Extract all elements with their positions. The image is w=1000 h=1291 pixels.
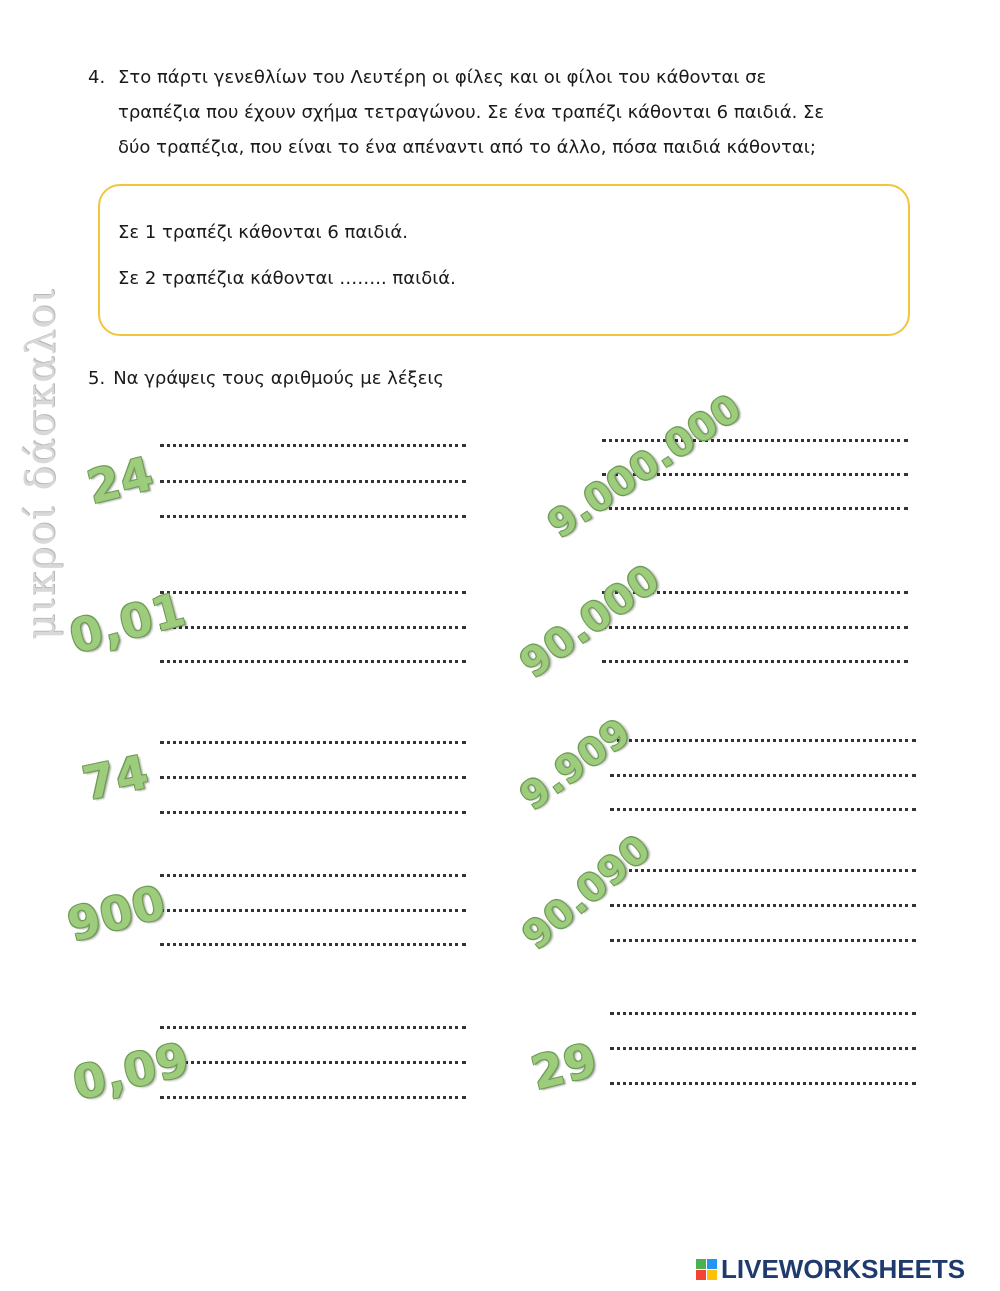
number-29: 29: [526, 1032, 604, 1101]
answer-line[interactable]: [610, 1082, 916, 1085]
number-0-09: 0,09: [68, 1031, 195, 1111]
question-4-line-1: Στο πάρτι γενεθλίων του Λευτέρη οι φίλες και οι φίλοι του κάθονται σε: [118, 67, 767, 88]
answer-line[interactable]: [160, 1026, 466, 1029]
answer-line[interactable]: [160, 943, 466, 946]
answer-line[interactable]: [610, 1012, 916, 1015]
answer-line[interactable]: [602, 660, 908, 663]
number-74: 74: [78, 744, 154, 811]
answer-line[interactable]: [160, 741, 466, 744]
answer-line[interactable]: [610, 939, 916, 942]
answer-line[interactable]: [160, 591, 466, 594]
liveworksheets-logo[interactable]: [696, 1254, 965, 1284]
answer-line[interactable]: [610, 1047, 916, 1050]
question-4-number: 4.: [88, 67, 106, 88]
answer-line[interactable]: [160, 444, 466, 447]
answer-line[interactable]: [610, 739, 916, 742]
number-90000: 90.000: [512, 555, 669, 688]
logo-text: LIVEWORKSHEETS: [721, 1253, 966, 1284]
number-24: 24: [82, 446, 160, 515]
number-9909: 9.909: [512, 709, 640, 819]
answer-line[interactable]: [610, 869, 916, 872]
answer-line[interactable]: [160, 660, 466, 663]
answer-line[interactable]: [160, 626, 466, 629]
question-4-line-3: δύο τραπέζια, που είναι το ένα απέναντι από το άλλο, πόσα παιδιά κάθονται;: [118, 137, 816, 158]
answer-line[interactable]: [160, 874, 466, 877]
answer-line[interactable]: [160, 515, 466, 518]
question-5: [88, 368, 444, 389]
answer-line[interactable]: [160, 776, 466, 779]
answer-line-2: Σε 2 τραπέζια κάθονται …….. παιδιά.: [118, 268, 456, 289]
answer-line[interactable]: [610, 774, 916, 777]
answer-line[interactable]: [610, 808, 916, 811]
answer-line[interactable]: [610, 904, 916, 907]
number-0-01: 0,01: [64, 581, 192, 665]
answer-line-1: Σε 1 τραπέζι κάθονται 6 παιδιά.: [118, 222, 409, 243]
question-5-number: 5.: [88, 368, 106, 389]
watermark-text: μικροί δάσκαλοι: [18, 286, 64, 640]
answer-line[interactable]: [602, 626, 908, 629]
answer-line[interactable]: [160, 480, 466, 483]
logo-squares-icon: [696, 1259, 717, 1280]
answer-line[interactable]: [160, 909, 466, 912]
answer-line[interactable]: [160, 1061, 466, 1064]
answer-box: [98, 184, 910, 336]
number-90090: 90.090: [514, 825, 660, 958]
answer-line[interactable]: [602, 507, 908, 510]
number-9000000: 9.000.000: [540, 385, 750, 547]
number-900: 900: [62, 874, 172, 953]
question-4: [88, 60, 918, 165]
answer-line[interactable]: [160, 1096, 466, 1099]
question-4-line-2: τραπέζια που έχουν σχήμα τετραγώνου. Σε ένα τραπέζι κάθονται 6 παιδιά. Σε: [118, 102, 825, 123]
question-5-prompt: Να γράψεις τους αριθμούς με λέξεις: [113, 368, 444, 389]
answer-line[interactable]: [160, 811, 466, 814]
